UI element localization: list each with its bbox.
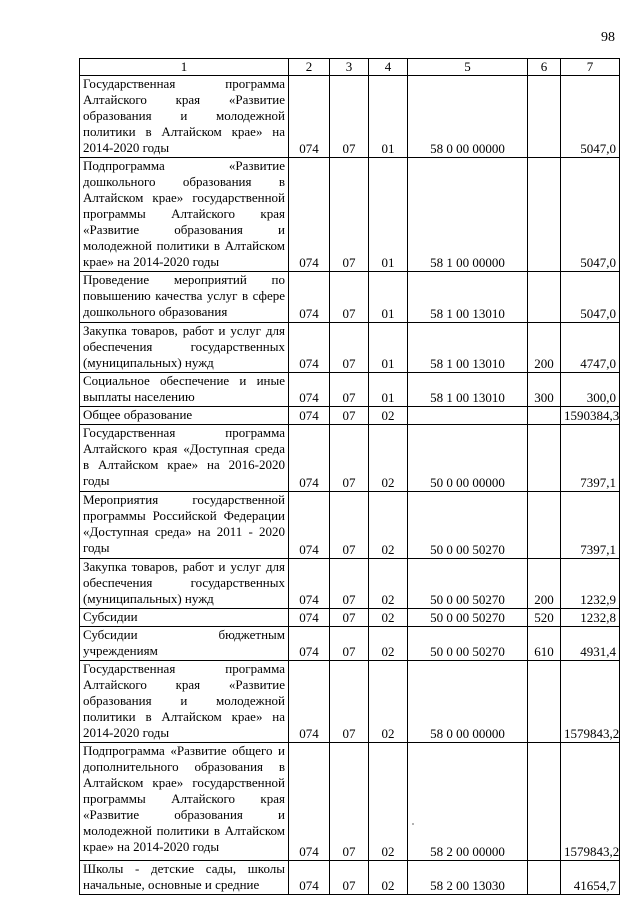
header-col-3: 3 [330, 59, 369, 76]
row-col-4: 01 [369, 76, 408, 158]
table-body [80, 76, 620, 895]
row-name-cell: Закупка товаров, работ и услуг для обеспечения государственных (муниципальных) нужд [80, 559, 289, 609]
row-col-2: 074 [289, 373, 330, 407]
table-row [80, 661, 620, 743]
row-col-4: 02 [369, 627, 408, 661]
row-col-5: 58 2 00 00000 [408, 743, 528, 861]
row-col-3: 07 [330, 661, 369, 743]
row-col-5: 50 0 00 50270 [408, 609, 528, 627]
row-col-3: 07 [330, 407, 369, 425]
row-col-4: 02 [369, 492, 408, 559]
row-name-cell: Закупка товаров, работ и услуг для обеспечения государственных (муниципальных) нужд [80, 323, 289, 373]
row-col-3: 07 [330, 76, 369, 158]
row-col-3: 07 [330, 323, 369, 373]
row-col-3: 07 [330, 492, 369, 559]
row-col-7: 1579843,2 [561, 661, 620, 743]
row-col-6: 200 [528, 559, 561, 609]
row-col-3: 07 [330, 373, 369, 407]
row-col-6 [528, 492, 561, 559]
row-name-cell: Подпрограмма «Развитие дошкольного образования в Алтайском крае» государственной программы Алтайского края «Развитие образования и молодежной политики в Алтайском крае» на 2014-2020 годы [80, 158, 289, 272]
row-col-7: 41654,7 [561, 861, 620, 895]
budget-table [79, 58, 620, 895]
row-col-4: 02 [369, 425, 408, 492]
header-col-4: 4 [369, 59, 408, 76]
header-col-7: 7 [561, 59, 620, 76]
table-row [80, 609, 620, 627]
row-col-2: 074 [289, 559, 330, 609]
row-col-7: 5047,0 [561, 158, 620, 272]
row-name-cell: Мероприятия государственной программы Российской Федерации «Доступная среда» на 2011 - 2020 годы [80, 492, 289, 559]
table-row [80, 425, 620, 492]
row-col-4: 02 [369, 407, 408, 425]
table-row [80, 158, 620, 272]
row-col-2: 074 [289, 492, 330, 559]
row-col-3: 07 [330, 743, 369, 861]
row-col-7: 5047,0 [561, 272, 620, 323]
row-col-4: 01 [369, 158, 408, 272]
row-col-4: 01 [369, 272, 408, 323]
row-col-6 [528, 407, 561, 425]
row-col-4: 02 [369, 609, 408, 627]
row-col-3: 07 [330, 272, 369, 323]
row-col-7: 1590384,3 [561, 407, 620, 425]
row-col-5: 50 0 00 50270 [408, 627, 528, 661]
row-col-7: 1579843,2 [561, 743, 620, 861]
row-col-2: 074 [289, 609, 330, 627]
row-col-6: 200 [528, 323, 561, 373]
row-name-cell: Государственная программа Алтайского края «Доступная среда в Алтайском крае» на 2016-2020 годы [80, 425, 289, 492]
header-col-5: 5 [408, 59, 528, 76]
header-col-1: 1 [80, 59, 289, 76]
row-col-2: 074 [289, 627, 330, 661]
row-col-4: 02 [369, 559, 408, 609]
row-name-cell: Социальное обеспечение и иные выплаты населению [80, 373, 289, 407]
row-col-7: 4931,4 [561, 627, 620, 661]
row-col-3: 07 [330, 609, 369, 627]
row-name-cell: Проведение мероприятий по повышению качества услуг в сфере дошкольного образования [80, 272, 289, 323]
row-col-3: 07 [330, 559, 369, 609]
table-row [80, 492, 620, 559]
row-col-6 [528, 158, 561, 272]
row-col-6: 610 [528, 627, 561, 661]
row-col-6 [528, 661, 561, 743]
table-row [80, 559, 620, 609]
row-col-4: 02 [369, 861, 408, 895]
row-col-2: 074 [289, 76, 330, 158]
row-name-cell: Общее образование [80, 407, 289, 425]
table-row [80, 323, 620, 373]
row-col-5: 58 1 00 00000 [408, 158, 528, 272]
scan-speck [412, 823, 414, 825]
row-col-6: 300 [528, 373, 561, 407]
row-col-4: 01 [369, 323, 408, 373]
row-col-5: 58 0 00 00000 [408, 661, 528, 743]
row-col-5: 50 0 00 50270 [408, 492, 528, 559]
row-col-2: 074 [289, 743, 330, 861]
row-col-7: 4747,0 [561, 323, 620, 373]
row-col-2: 074 [289, 425, 330, 492]
row-col-2: 074 [289, 861, 330, 895]
row-col-7: 1232,8 [561, 609, 620, 627]
header-col-2: 2 [289, 59, 330, 76]
row-col-3: 07 [330, 158, 369, 272]
row-col-2: 074 [289, 323, 330, 373]
row-col-4: 01 [369, 373, 408, 407]
row-col-5: 50 0 00 00000 [408, 425, 528, 492]
row-col-4: 02 [369, 661, 408, 743]
row-name-cell: Государственная программа Алтайского края «Развитие образования и молодежной политики в Алтайском крае» на 2014-2020 годы [80, 661, 289, 743]
row-col-7: 7397,1 [561, 425, 620, 492]
row-col-5 [408, 407, 528, 425]
row-name-cell: Субсидии бюджетным учреждениям [80, 627, 289, 661]
row-col-6 [528, 425, 561, 492]
table-row [80, 861, 620, 895]
table-row [80, 627, 620, 661]
row-name-cell: Государственная программа Алтайского края «Развитие образования и молодежной политики в Алтайском крае» на 2014-2020 годы [80, 76, 289, 158]
row-col-6: 520 [528, 609, 561, 627]
header-col-6: 6 [528, 59, 561, 76]
row-col-7: 300,0 [561, 373, 620, 407]
row-col-6 [528, 743, 561, 861]
table-row [80, 743, 620, 861]
table-row [80, 373, 620, 407]
table-row [80, 272, 620, 323]
row-col-2: 074 [289, 158, 330, 272]
row-col-7: 7397,1 [561, 492, 620, 559]
page-number: 98 [601, 30, 615, 45]
row-col-7: 5047,0 [561, 76, 620, 158]
row-col-5: 58 1 00 13010 [408, 272, 528, 323]
header-row [80, 59, 620, 76]
row-col-2: 074 [289, 272, 330, 323]
row-col-7: 1232,9 [561, 559, 620, 609]
row-col-6 [528, 861, 561, 895]
row-name-cell: Подпрограмма «Развитие общего и дополнительного образования в Алтайском крае» государственной программы Алтайского края «Развитие образования и молодежной политики в Алтайском крае» на 2014-2020 годы [80, 743, 289, 861]
row-name-cell: Субсидии [80, 609, 289, 627]
row-col-5: 50 0 00 50270 [408, 559, 528, 609]
row-col-5: 58 2 00 13030 [408, 861, 528, 895]
row-col-5: 58 0 00 00000 [408, 76, 528, 158]
table-row [80, 76, 620, 158]
row-col-2: 074 [289, 407, 330, 425]
row-col-3: 07 [330, 861, 369, 895]
row-col-5: 58 1 00 13010 [408, 373, 528, 407]
row-col-4: 02 [369, 743, 408, 861]
row-col-6 [528, 272, 561, 323]
row-col-5: 58 1 00 13010 [408, 323, 528, 373]
row-col-6 [528, 76, 561, 158]
row-col-3: 07 [330, 627, 369, 661]
row-name-cell: Школы - детские сады, школы начальные, основные и средние [80, 861, 289, 895]
table-row [80, 407, 620, 425]
row-col-3: 07 [330, 425, 369, 492]
row-col-2: 074 [289, 661, 330, 743]
